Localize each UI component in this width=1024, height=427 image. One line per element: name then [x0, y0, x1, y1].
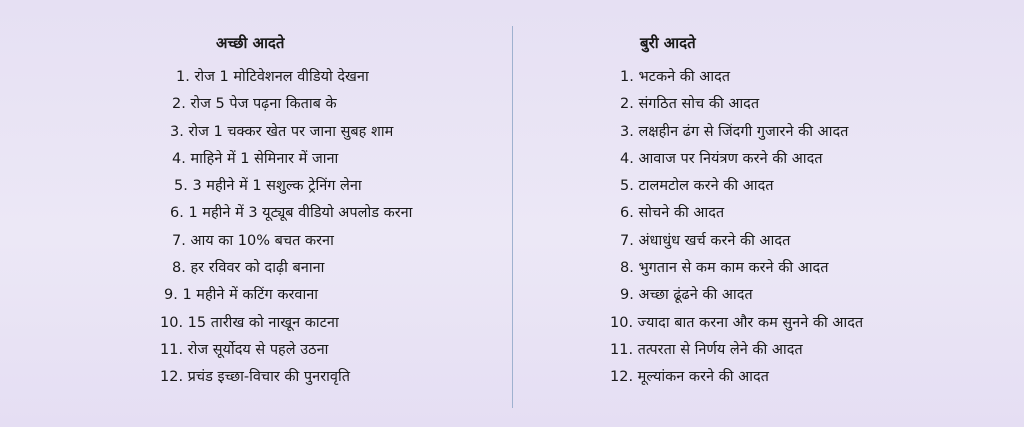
- item-text: प्रचंड इच्छा-विचार की पुनरावृति: [187, 369, 350, 386]
- good-habit-item: [150, 173, 500, 200]
- item-text: आय का 10% बचत करना: [190, 232, 334, 249]
- bad-habit-item: [600, 337, 980, 364]
- item-number: 11.: [610, 341, 634, 358]
- good-habit-item: [150, 364, 500, 391]
- item-number: 9.: [164, 287, 178, 304]
- item-text: भुगतान से कम काम करने की आदत: [638, 260, 829, 277]
- item-number: 2.: [172, 96, 186, 113]
- bad-habit-item: [600, 255, 980, 282]
- good-habit-item: [150, 337, 500, 364]
- item-text: रोज 1 मोटिवेशनल वीडियो देखना: [194, 69, 369, 85]
- good-habit-item: [150, 200, 500, 227]
- good-habits-heading: अच्छी आदते: [216, 34, 285, 52]
- item-number: 12.: [610, 369, 634, 386]
- good-habit-item: [150, 310, 500, 337]
- good-habit-item: [150, 91, 500, 118]
- bad-habit-item: [600, 91, 980, 118]
- bad-habit-item: [600, 119, 980, 146]
- item-text: टालमटोल करने की आदत: [638, 178, 774, 195]
- item-text: रोज 5 पेज पढ़ना किताब के: [190, 96, 337, 113]
- item-text: रोज सूर्योदय से पहले उठना: [187, 341, 329, 358]
- item-text: संगठित सोच की आदत: [638, 96, 760, 113]
- item-number: 8.: [620, 260, 634, 277]
- good-habit-item: [150, 255, 500, 282]
- item-number: 3.: [170, 123, 184, 140]
- item-text: मूल्यांकन करने की आदत: [637, 369, 769, 386]
- bad-habit-item: [600, 200, 980, 227]
- item-number: 12.: [160, 369, 184, 386]
- item-text: 1 महीने में 3 यूट्यूब वीडियो अपलोड करना: [188, 205, 413, 222]
- item-number: 1.: [620, 69, 634, 85]
- item-number: 2.: [620, 96, 634, 113]
- item-number: 6.: [620, 205, 634, 222]
- item-number: 1.: [176, 69, 190, 85]
- item-text: रोज 1 चक्कर खेत पर जाना सुबह शाम: [188, 123, 394, 140]
- item-number: 3.: [620, 123, 634, 140]
- item-text: सोचने की आदत: [638, 205, 725, 222]
- item-text: अच्छा ढूंढने की आदत: [638, 287, 753, 304]
- item-text: आवाज पर नियंत्रण करने की आदत: [638, 150, 823, 167]
- item-number: 10.: [160, 314, 184, 331]
- item-number: 6.: [170, 205, 184, 222]
- bad-habit-item: [600, 228, 980, 255]
- item-number: 9.: [620, 287, 634, 304]
- item-text: 3 महीने में 1 सशुल्क ट्रेनिंग लेना: [192, 178, 362, 195]
- item-number: 7.: [172, 232, 186, 249]
- good-habit-item: [150, 146, 500, 173]
- item-text: 1 महीने में कटिंग करवाना: [182, 287, 319, 304]
- bad-habit-item: [600, 364, 980, 391]
- good-habits-column: [150, 30, 500, 392]
- item-number: 5.: [174, 178, 188, 195]
- item-text: माहिने में 1 सेमिनार में जाना: [190, 150, 339, 167]
- item-number: 11.: [160, 341, 184, 358]
- bad-habit-item: [600, 310, 980, 337]
- bad-habit-item: [600, 146, 980, 173]
- bad-habits-list: [600, 64, 980, 392]
- good-habit-item: [150, 282, 500, 309]
- item-number: 10.: [610, 314, 634, 331]
- item-text: 15 तारीख को नाखून काटना: [187, 314, 339, 331]
- item-number: 4.: [620, 150, 634, 167]
- bad-habit-item: [600, 282, 980, 309]
- item-text: भटकने की आदत: [638, 69, 731, 85]
- bad-habits-column: [600, 30, 980, 392]
- item-number: 7.: [620, 232, 634, 249]
- item-text: ज्यादा बात करना और कम सुनने की आदत: [637, 314, 864, 331]
- good-habit-item: [150, 119, 500, 146]
- item-text: हर रविवर को दाढ़ी बनाना: [190, 260, 325, 277]
- item-text: अंधाधुंध खर्च करने की आदत: [638, 232, 791, 249]
- bad-habit-item: [600, 64, 980, 91]
- item-number: 5.: [620, 178, 634, 195]
- bad-habits-heading: बुरी आदते: [640, 34, 696, 52]
- good-habit-item: [150, 64, 500, 91]
- bad-habit-item: [600, 173, 980, 200]
- column-divider: [512, 26, 513, 408]
- item-text: तत्परता से निर्णय लेने की आदत: [637, 341, 803, 358]
- item-number: 8.: [172, 260, 186, 277]
- good-habit-item: [150, 228, 500, 255]
- good-habits-list: [150, 64, 500, 392]
- item-text: लक्षहीन ढंग से जिंदगी गुजारने की आदत: [638, 123, 849, 140]
- item-number: 4.: [172, 150, 186, 167]
